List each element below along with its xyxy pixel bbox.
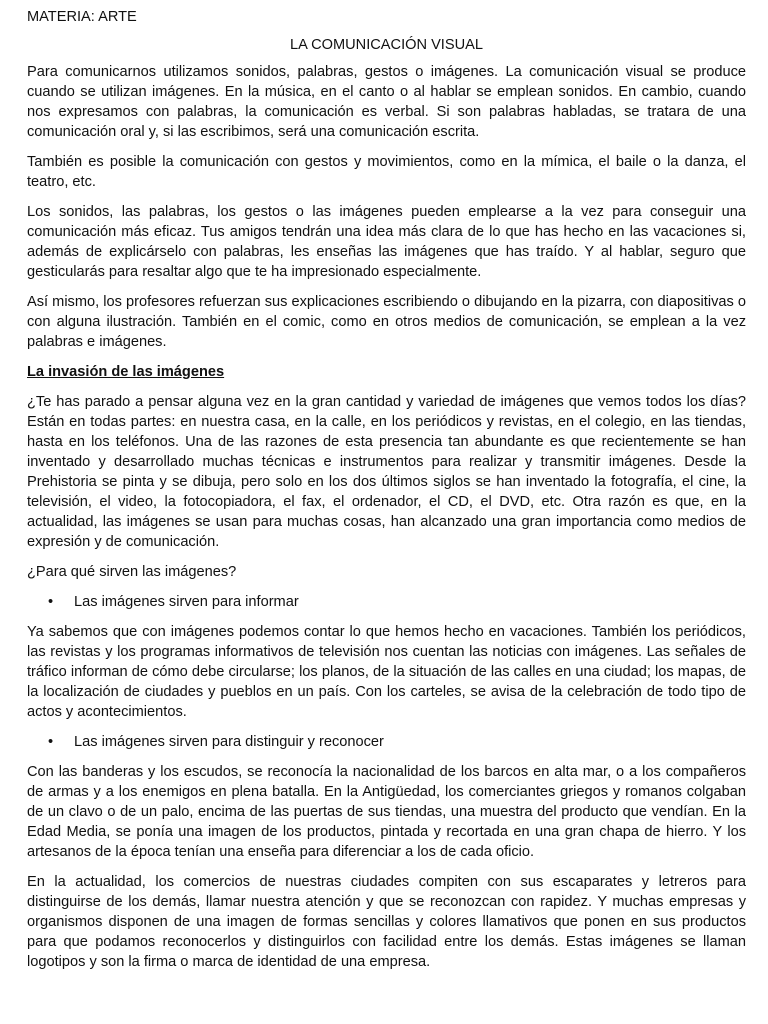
bullet-text: Las imágenes sirven para distinguir y reconocer bbox=[74, 734, 384, 750]
bullet-text: Las imágenes sirven para informar bbox=[74, 594, 299, 610]
bullet-paragraph: Ya sabemos que con imágenes podemos contar lo que hemos hecho en vacaciones. También los periódicos, las revistas y los programas informativos de televisión nos cuentan las noticias con imágenes. Las señales de tráfico informan de cómo debe circularse; los planos, de la situación de las calles en una ciudad; los mapas, de la localización de ciudades y pueblos en un país. Con los carteles, se avisa de la celebración de todo tipo de actos y acontecimientos. bbox=[27, 624, 746, 720]
bullet-paragraph: Con las banderas y los escudos, se reconocía la nacionalidad de los barcos en alta mar, o a los compañeros de armas y a los enemigos en plena batalla. En la Antigüedad, los comerciantes griegos y romanos colgaban de un clavo o de un palo, encima de las puertas de sus tiendas, una muestra del producto que vendían. En la Edad Media, se ponía una imagen de los productos, pintada y recortada en una gran chapa de hierro. Y los artesanos de la época tenían una enseña para diferenciar a los de cada oficio. bbox=[27, 764, 746, 860]
intro-paragraph: Los sonidos, las palabras, los gestos o las imágenes pueden emplearse a la vez para conseguir una comunicación más eficaz. Tus amigos tendrán una idea más clara de lo que has hecho en las vacaciones si, además de explicárselo con palabras, les enseñas las imágenes que has traído. Y al hablar, seguro que gesticularás para resaltar algo que te ha impresionado especialmente. bbox=[27, 204, 746, 280]
section-heading: La invasión de las imágenes bbox=[27, 364, 225, 380]
bullet-item bbox=[27, 592, 746, 612]
bullet-paragraph: En la actualidad, los comercios de nuestras ciudades compiten con sus escaparates y letreros para distinguirse de los demás, llamar nuestra atención y que se reconozcan con rapidez. Y muchas empresas y organismos disponen de una imagen de formas sencillas y colores llamativos que ponen en sus productos para que podamos reconocerlos y distinguirlos con facilidad entre los demás. Estas imágenes se llaman logotipos y son la firma o marca de identidad de una empresa. bbox=[27, 874, 746, 970]
section-paragraph: ¿Te has parado a pensar alguna vez en la gran cantidad y variedad de imágenes que vemos todos los días? Están en todas partes: en nuestra casa, en la calle, en los periódicos y revistas, en el colegio, en las tiendas, hasta en los teléfonos. Una de las razones de esta presencia tan abundante es que recientemente se han inventado y desarrollado muchas técnicas e instrumentos para realizar y transmitir imágenes. Desde la Prehistoria se pinta y se dibuja, pero solo en los dos últimos siglos se han inventado la fotografía, el cine, la televisión, el video, la fotocopiadora, el fax, el ordenador, el CD, el DVD, etc. Otra razón es que, en la actualidad, las imágenes se usan para muchas cosas, han alcanzado una gran importancia como medios de expresión y de comunicación. bbox=[27, 394, 746, 550]
bullet-icon: • bbox=[48, 734, 54, 750]
document-title: LA COMUNICACIÓN VISUAL bbox=[289, 37, 483, 53]
bullet-icon: • bbox=[48, 594, 54, 610]
intro-paragraph: Para comunicarnos utilizamos sonidos, palabras, gestos o imágenes. La comunicación visual se produce cuando se utilizan imágenes. En la música, en el canto o al hablar se emplean sonidos. En cambio, cuando nos expresamos con palabras, la comunicación es verbal. Si son palabras habladas, se tratara de una comunicación oral y, si las escribimos, será una comunicación escrita. bbox=[27, 64, 746, 140]
intro-paragraph: También es posible la comunicación con gestos y movimientos, como en la mímica, el baile o la danza, el teatro, etc. bbox=[27, 154, 746, 190]
intro-paragraph: Así mismo, los profesores refuerzan sus explicaciones escribiendo o dibujando en la pizarra, con diapositivas o con alguna ilustración. También en el comic, como en otros medios de comunicación, se emplean a la vez palabras e imágenes. bbox=[27, 294, 746, 350]
subject-label: MATERIA: ARTE bbox=[27, 9, 137, 25]
question-line: ¿Para qué sirven las imágenes? bbox=[27, 564, 237, 580]
bullet-item bbox=[27, 732, 746, 752]
